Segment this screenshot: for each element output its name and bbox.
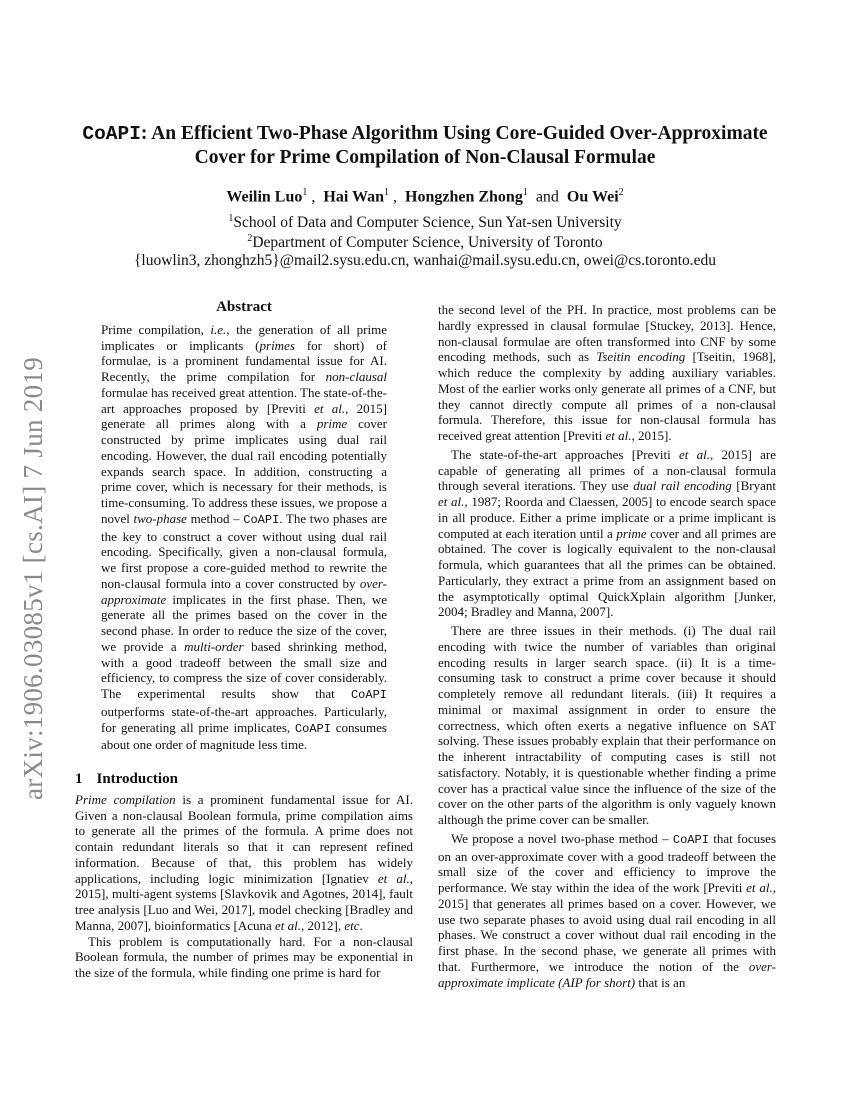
author-name: Weilin Luo [226, 188, 303, 206]
author-list: Weilin Luo$^1$ , Hai Wan$^1$ , Hongzhen Zhong$^1$ and Ou Wei$^2$ [226, 187, 624, 206]
paragraph: We propose a novel two-phase method – CoAPI that focuses on an over-approximate cover with a good tradeoff between the small size of the cover and efficiency to improve the performance. We stay within the idea of the work [Previti et al., 2015] that generates all primes based on a cover. However, we use two separate phases to avoid using dual rail encoding in all phases. We construct a cover without dual rail encoding in the first phase. In the second phase, we generate all primes with that. Furthermore, we introduce the notion of the over-approximate implicate (AIP for short) that is an [438, 830, 777, 990]
affiliation-sup: 2 [247, 233, 253, 244]
arxiv-identifier: arXiv:1906.03085v1 [cs.AI] 7 Jun 2019 [18, 356, 48, 800]
author-sup: 1 [384, 187, 389, 198]
author-name: Hai Wan [323, 188, 384, 206]
affiliation-sup: 1 [228, 213, 234, 224]
author-name: Hongzhen Zhong [405, 188, 523, 206]
author-conjunction: and [535, 188, 559, 206]
affiliation [60, 229, 790, 253]
abstract-body [75, 322, 413, 753]
title-rest: : An Efficient Two-Phase Algorithm Using Core-Guided Over-Approximate Cover for Prime Compilation of Non-Clausal Formulae [140, 123, 768, 168]
paragraph: There are three issues in their methods. (i) The dual rail encoding with twice the number of variables than original encoding results in larger search space. (ii) It is a time-consuming task to construct a prime cover because it should completely remove all redundant literals. (iii) It requires a minimal or maximal assignment in order to ensure the correctness, which often exerts a negative influence on SAT solving. These issues probably explain that their performance on the inherent intractability of computing cases is still not satisfactory. Notably, it is questionable whether finding a prime cover has a practical value since the influence of the size of the cover on the other parts of the algorithm is only vaguely known although the prime cover can be smaller. [438, 623, 776, 827]
paragraph: Prime compilation is a prominent fundamental issue for AI. Given a non-clausal Boolean formula, prime compilation aims to generate all the primes of the formula. A prime does not contain redundant literals so that it can represent refined information. Because of that, this problem has widely applications, including logic minimization [Ignatiev et al., 2015], multi-agent systems [Slavkovik and Agotnes, 2014], fault tree analysis [Luo and Wei, 2017], model checking [Bradley and Manna, 2007], bioinformatics [Acuna et al., 2012], etc. [75, 791, 413, 933]
author-name: Ou Wei [566, 188, 619, 206]
author-sup: 2 [618, 187, 624, 198]
intro-section [75, 772, 413, 981]
title-system-name: CoAPI [82, 123, 141, 145]
author-emails: {luowlin3, zhonghzh5}@mail2.sysu.edu.cn, wanhai@mail.sysu.edu.cn, owei@cs.toronto.edu [133, 252, 717, 269]
section-title: Introduction [96, 771, 178, 787]
affiliation-text: School of Data and Computer Science, Sun Yat-sen University [233, 214, 622, 232]
left-column [75, 300, 413, 753]
paragraph: The state-of-the-art approaches [Previti et al., 2015] are capable of generating all primes of a non-clausal formula through several iterations. They use dual rail encoding [Bryant et al., 1987; Roorda and Claessen, 2005] to encode search space in all produce. Either a prime implicate or a prime implicant is computed at each iteration until a prime cover and all primes are obtained. The cover is logically equivalent to the non-clausal formula, which guarantees that all the primes can be obtained. Particularly, they extract a prime from an assignment based on the asymptotically optimal QuickXplain algorithm [Junker, 2004; Bradley and Manna, 2007]. [438, 446, 777, 620]
author-sup: 1 [302, 187, 308, 198]
paper-title [60, 122, 790, 170]
author-sup: 1 [522, 187, 528, 198]
abstract-heading: Abstract [216, 299, 272, 315]
section-heading [75, 772, 413, 788]
paragraph: This problem is computationally hard. For a non-clausal Boolean formula, the number of primes may be exponential in the size of the formula, while finding one prime is hard for [75, 933, 413, 980]
affiliation-text: Department of Computer Science, University of Toronto [252, 234, 603, 252]
abstract-text: Prime compilation, i.e., the generation of all prime implicates or implicants (primes for short) of formulae, is a prominent fundamental issue for AI. Recently, the prime compilation for non-clausal formulae has received great attention. The state-of-the-art approaches proposed by [Previti et al., 2015] generate all primes along with a prime cover constructed by prime implicates using dual rail encoding. However, the dual rail encoding potentially expands search space. In addition, constructing a prime cover, which is necessary for their methods, is time-consuming. To address these issues, we propose a novel two-phase method – CoAPI. The two phases are the key to construct a cover without using dual rail encoding. Specifically, given a non-clausal formula, we first propose a core-guided method to rewrite the non-clausal formula into a cover constructed by over-approximate implicates in the first phase. Then, we generate all the primes based on the cover in the second phase. In order to reduce the size of the cover, we provide a multi-order based shrinking method, with a good tradeoff between the small size and efficiency, to compress the size of cover considerably. The experimental results show that CoAPI outperforms state-of-the-art approaches. Particularly, for generating all prime implicates, CoAPI consumes about one order of magnitude less time. [101, 321, 387, 753]
right-column [438, 302, 776, 990]
paragraph: the second level of the PH. In practice, most problems can be hardly expressed in clausal formulae [Stuckey, 2013]. Hence, non-clausal formulae are often transformed into CNF by some encoding methods, such as Tseitin encoding [Tseitin, 1968], which reduce the complexity by adding auxiliary variables. Most of the earlier works only generate all primes of a CNF, but they cannot directly compute all primes of a non-clausal formula. Therefore, this issue for non-clausal formula has received great attention [Previti et al., 2015]. [438, 302, 776, 443]
section-number: 1 [75, 771, 83, 787]
